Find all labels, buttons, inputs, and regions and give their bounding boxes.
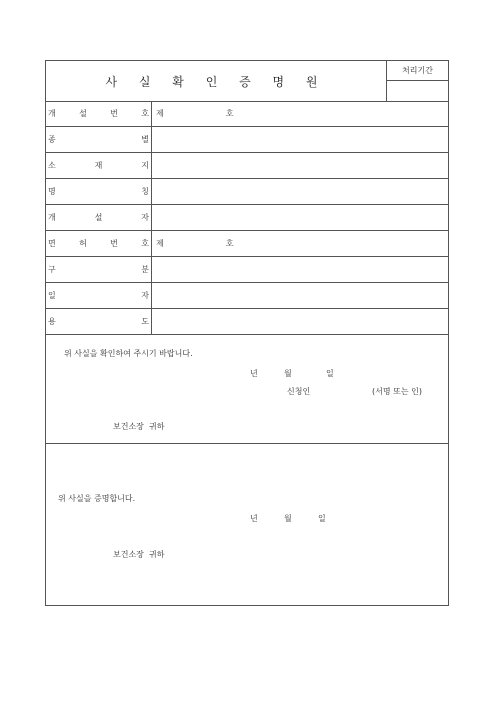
row-label-char: 면 xyxy=(48,239,56,248)
row-label-char: 도 xyxy=(141,317,149,326)
row-value-suffix: 호 xyxy=(225,109,234,118)
form-header xyxy=(46,61,448,102)
row-label-char: 호 xyxy=(141,109,149,118)
processing-period-label: 처리기간 xyxy=(387,61,448,81)
signature-label: (서명 또는 인) xyxy=(372,387,422,396)
request-statement: 위 사실을 확인하여 주시기 바랍니다. xyxy=(64,349,193,358)
form-row xyxy=(46,257,448,283)
row-label xyxy=(46,101,152,126)
row-label-char: 종 xyxy=(48,135,56,144)
certification-month: 월 xyxy=(284,514,292,523)
row-label xyxy=(46,309,152,334)
certification-section xyxy=(46,444,448,605)
form-row xyxy=(46,153,448,179)
row-label-char: 설 xyxy=(79,109,87,118)
request-day: 일 xyxy=(326,369,334,378)
row-label xyxy=(46,257,152,282)
row-label-char: 허 xyxy=(79,239,87,248)
row-label-char: 호 xyxy=(141,239,149,248)
form-row xyxy=(46,205,448,231)
row-value-prefix: 제 xyxy=(156,109,164,118)
row-label-char: 지 xyxy=(141,161,149,170)
row-label xyxy=(46,205,152,230)
row-label-char: 설 xyxy=(94,213,103,222)
row-label-char: 용 xyxy=(48,317,56,326)
row-value-suffix: 호 xyxy=(225,239,234,248)
form-row xyxy=(46,127,448,153)
row-label-char: 일 xyxy=(48,291,56,300)
row-value[interactable] xyxy=(156,205,218,230)
row-value[interactable] xyxy=(156,153,218,178)
row-label-char: 재 xyxy=(94,161,103,170)
row-value[interactable] xyxy=(156,283,218,308)
row-label-char: 개 xyxy=(48,109,56,118)
request-addressee: 보건소장 귀하 xyxy=(113,422,165,431)
row-value-prefix: 제 xyxy=(156,239,164,248)
request-month: 월 xyxy=(284,369,292,378)
row-label-char: 칭 xyxy=(141,187,149,196)
row-label-char: 개 xyxy=(48,213,56,222)
row-label-char: 소 xyxy=(48,161,56,170)
row-label xyxy=(46,153,152,178)
row-value[interactable] xyxy=(156,179,218,204)
row-value[interactable] xyxy=(156,231,233,256)
row-label-char: 번 xyxy=(110,109,118,118)
row-label-char: 자 xyxy=(141,213,149,222)
certification-year: 년 xyxy=(250,514,258,523)
request-year: 년 xyxy=(250,369,258,378)
form-row xyxy=(46,283,448,309)
row-label-char: 별 xyxy=(141,135,149,144)
row-value[interactable] xyxy=(156,101,233,126)
certification-statement: 위 사실을 증명합니다. xyxy=(58,494,136,503)
row-label-char: 자 xyxy=(141,291,149,300)
form-row xyxy=(46,101,448,127)
certificate-form xyxy=(45,60,449,606)
row-label xyxy=(46,127,152,152)
request-section xyxy=(46,335,448,444)
certification-day: 일 xyxy=(318,514,326,523)
certification-addressee: 보건소장 귀하 xyxy=(113,550,165,559)
row-label-char: 번 xyxy=(110,239,118,248)
row-label xyxy=(46,283,152,308)
form-row xyxy=(46,179,448,205)
applicant-label: 신청인 xyxy=(287,387,311,396)
row-label-char: 분 xyxy=(141,265,149,274)
row-value[interactable] xyxy=(156,309,218,334)
form-row xyxy=(46,309,448,335)
row-value[interactable] xyxy=(156,257,218,282)
form-title: 사 실 확 인 증 명 원 xyxy=(105,74,327,89)
row-value[interactable] xyxy=(156,127,218,152)
row-label-char: 구 xyxy=(48,265,56,274)
processing-period-box xyxy=(386,61,448,101)
form-row xyxy=(46,231,448,257)
row-label xyxy=(46,231,152,256)
row-label xyxy=(46,179,152,204)
row-label-char: 명 xyxy=(48,187,56,196)
